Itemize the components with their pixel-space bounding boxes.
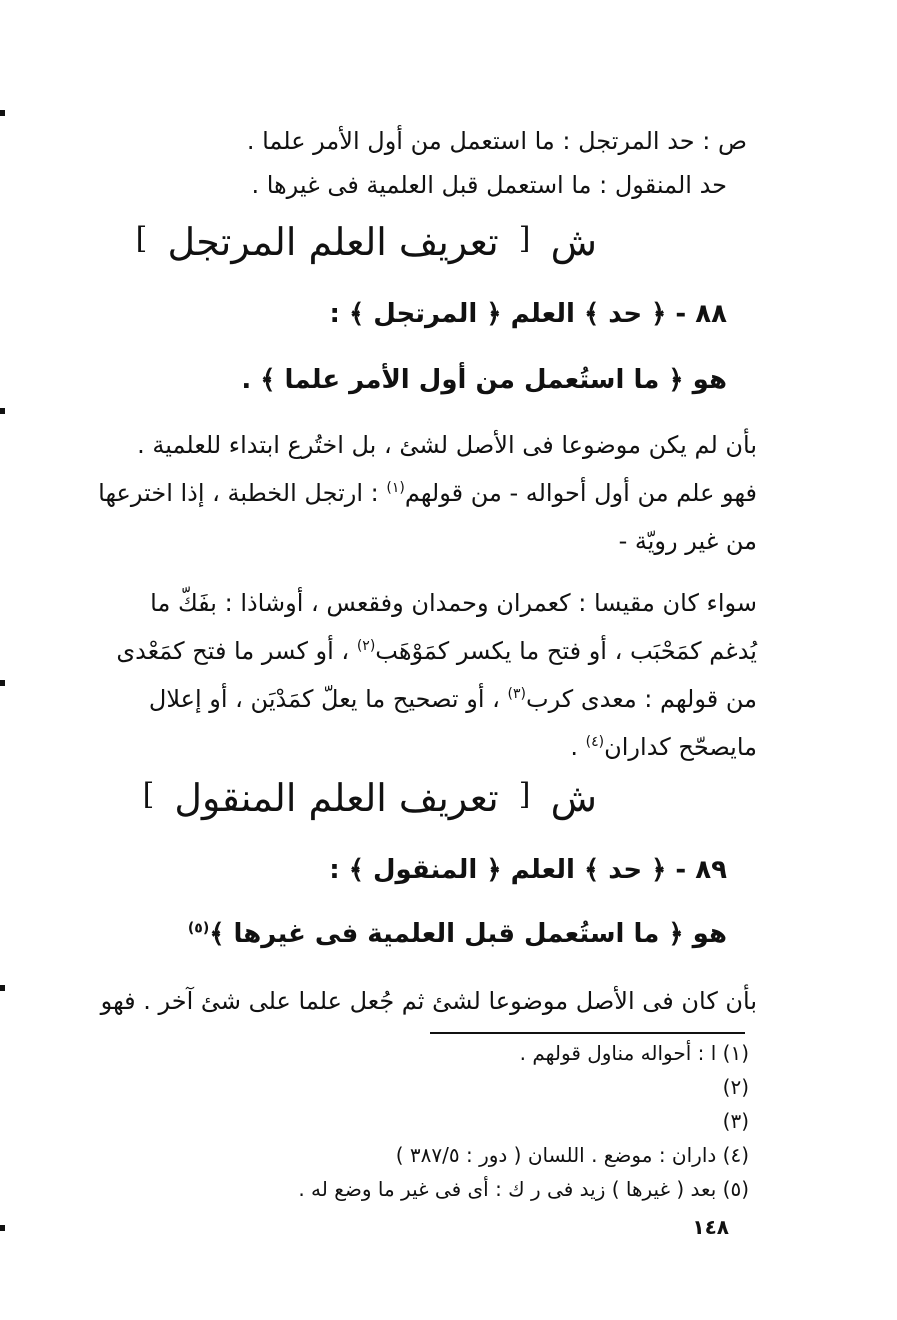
footnote-mark: (٢)	[356, 638, 376, 654]
scan-mark	[0, 110, 5, 116]
heading-title: تعريف العلم المنقول	[174, 776, 499, 820]
footnote-4: (٤) داران : موضع . اللسان ( دور : ٣٨٧/٥ )	[395, 1143, 749, 1167]
page-number: ١٤٨	[692, 1215, 729, 1239]
footnote-mark: (١)	[386, 480, 405, 496]
paragraph-line	[116, 638, 757, 664]
definition-line-88: ٨٨ - ﴿ حد ﴾ العلم ﴿ المرتجل ﴾ :	[329, 299, 727, 329]
margin-note-2: حد المنقول : ما استعمل قبل العلمية فى غيرها .	[251, 171, 727, 199]
scan-mark	[0, 408, 5, 414]
text-run: هو ﴿ ما استُعمل قبل العلمية فى غيرها ﴾	[209, 919, 727, 949]
footnote-divider	[430, 1032, 745, 1034]
statement-88: هو ﴿ ما استُعمل من أول الأمر علما ﴾ .	[241, 365, 727, 395]
text-run: : ارتجل الخطبة ، إذا اخترعها	[98, 479, 379, 507]
section-heading-manqul	[135, 778, 597, 820]
open-bracket: [	[518, 777, 531, 812]
margin-note-1: ص : حد المرتجل : ما استعمل من أول الأمر علما .	[246, 127, 747, 155]
text-run: ، أو تصحيح ما يعلّ كمَدْيَن ، أو إعلال	[148, 685, 500, 713]
close-bracket: ]	[135, 221, 148, 256]
text-run: من قولهم : معدى كرب	[525, 685, 757, 713]
statement-89	[188, 920, 727, 949]
paragraph-line: سواء كان مقيسا : كعمران وحمدان وفقعس ، أوشاذا : بفَكّ ما	[150, 589, 757, 617]
footnote-3: (٣)	[722, 1109, 749, 1133]
paragraph-line: بأن كان فى الأصل موضوعا لشئ ثم جُعل علما على شئ آخر . فهو	[100, 987, 757, 1015]
scan-mark	[0, 985, 5, 991]
text-run: يُدغم كمَحْبَب ، أو فتح ما يكسر كمَوْهَب	[375, 637, 757, 665]
heading-prefix: ش	[550, 776, 597, 820]
definition-line-89: ٨٩ - ﴿ حد ﴾ العلم ﴿ المنقول ﴾ :	[329, 855, 727, 885]
heading-title: تعريف العلم المرتجل	[167, 220, 499, 264]
paragraph-line	[570, 734, 757, 760]
text-run: فهو علم من أول أحواله - من قولهم	[404, 479, 757, 507]
footnote-mark: (٣)	[507, 686, 526, 702]
heading-prefix: ش	[550, 220, 597, 264]
footnote-2: (٢)	[722, 1075, 749, 1099]
paragraph-line	[98, 480, 757, 506]
section-heading-murtajal	[128, 222, 597, 264]
footnote-5: (٥) بعد ( غيرها ) زيد فى ر ك : أى فى غير ما وضع له .	[298, 1177, 749, 1201]
text-run: .	[570, 733, 579, 761]
open-bracket: [	[518, 221, 531, 256]
paragraph-line: بأن لم يكن موضوعا فى الأصل لشئ ، بل اختُرع ابتداء للعلمية .	[137, 431, 757, 459]
text-run: ، أو كسر ما فتح كمَعْدى	[116, 637, 350, 665]
scan-mark	[0, 680, 5, 686]
paragraph-line: من غير رويّة -	[618, 527, 757, 555]
scan-mark	[0, 1225, 5, 1231]
paragraph-line	[149, 686, 757, 712]
footnote-mark: (٥)	[187, 920, 210, 937]
close-bracket: ]	[142, 777, 155, 812]
text-run: مايصحّح كداران	[604, 733, 757, 761]
footnote-1: (١) ا : أحواله مناول قولهم .	[519, 1041, 749, 1065]
footnote-mark: (٤)	[585, 734, 605, 750]
